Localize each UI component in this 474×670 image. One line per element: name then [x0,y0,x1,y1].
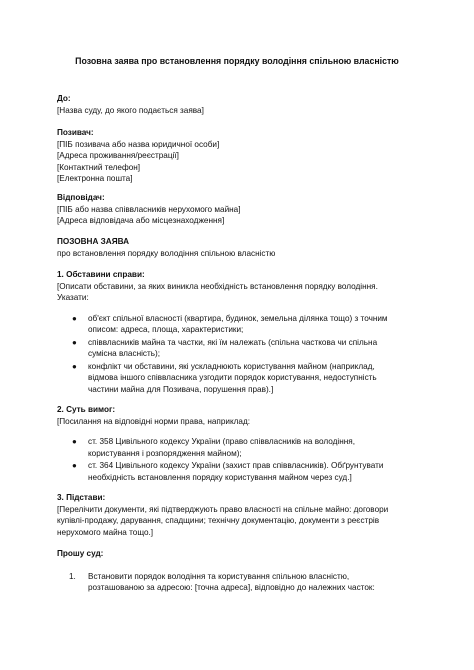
request-list [57,571,417,594]
section3-line: купівлі-продажу, дарування, спадщини; технічну документацію, документи з реєстрів [57,516,380,525]
section-grounds [57,492,417,538]
plaintiff-label: Позивач: [57,128,94,137]
list-item [57,571,417,594]
section-claims [57,404,417,483]
list-item-text: ст. 364 Цивільного кодексу України (захист прав співвласників). Обґрунтувати [88,461,384,470]
section-circumstances [57,269,417,395]
section2-bullet-list [57,436,417,483]
defendant-address-field: [Адреса відповідача або місцезнаходження] [57,216,225,225]
plaintiff-email-field: [Електронна пошта] [57,174,133,183]
request-section [57,548,417,594]
defendant-section [57,192,417,227]
list-item-text: необхідність встановлення порядку користування майном через суд.] [88,472,352,482]
claim-heading-section [57,236,417,259]
list-item-text: користування і розпорядження майном); [88,448,242,458]
section1-heading: 1. Обставини справи: [57,270,145,279]
bullet-icon: ● [72,361,77,371]
list-item-text: описом: адреса, площа, характеристики; [88,325,244,334]
to-section [57,93,417,116]
to-label: До: [57,94,71,103]
list-item-text: відмова іншого співвласника узгодити порядок користування, недоступність [88,373,377,382]
plaintiff-section [57,127,417,185]
document-title: Позовна заява про встановлення порядку володіння спільною власністю [75,56,399,66]
list-item [57,337,417,360]
list-item-text: частини майна для Позивача, порушення прав).] [88,384,274,394]
list-item-text: співвласників майна та частки, які їм належать (спільна часткова чи спільна [88,337,378,347]
section3-line: [Перелічити документи, які підтверджують право власності на спільне майно: договори [57,504,389,514]
court-name-field: [Назва суду, до якого подається заява] [57,105,204,115]
defendant-label: Відповідач: [57,193,105,202]
list-item-number: 1. [69,571,76,581]
section2-intro-line: [Посилання на відповідні норми права, наприклад: [57,416,251,426]
section1-intro-line: [Описати обставини, за яких виникла необхідність встановлення порядку володіння. [57,281,378,291]
list-item-text: розташованою за адресою: [точна адреса], відповідно до належних часток: [88,583,375,592]
plaintiff-name-field: [ПІБ позивача або назва юридичної особи] [57,139,220,149]
section1-bullet-list [57,313,417,396]
bullet-icon: ● [72,337,77,347]
list-item-text: сумісна власність); [88,349,161,358]
list-item-text: Встановити порядок володіння та користування спільною власністю, [88,571,350,581]
claim-subtitle: про встановлення порядку володіння спільною власністю [57,248,276,258]
section2-heading: 2. Суть вимог: [57,405,116,414]
list-item-text: ст. 358 Цивільного кодексу України (право співвласників на володіння, [88,437,355,446]
bullet-icon: ● [72,313,77,323]
list-item [57,460,417,483]
list-item [57,436,417,459]
plaintiff-address-field: [Адреса проживання/реєстрації] [57,151,179,160]
request-heading: Прошу суд: [57,549,104,558]
bullet-icon: ● [72,437,77,446]
section3-heading: 3. Підстави: [57,493,106,502]
plaintiff-phone-field: [Контактний телефон] [57,162,141,172]
list-item [57,313,417,336]
claim-heading: ПОЗОВНА ЗАЯВА [57,237,129,246]
defendant-name-field: [ПІБ або назва співвласників нерухомого майна] [57,204,241,214]
bullet-icon: ● [72,461,77,470]
section1-intro-line: Указати: [57,293,89,302]
section3-line: нерухомого майна тощо.] [57,527,154,537]
list-item-text: об'єкт спільної власності (квартира, будинок, земельна ділянка тощо) з точним [88,313,388,323]
list-item [57,361,417,396]
list-item-text: конфлікт чи обставини, які ускладнюють користування майном (наприклад, [88,361,375,371]
